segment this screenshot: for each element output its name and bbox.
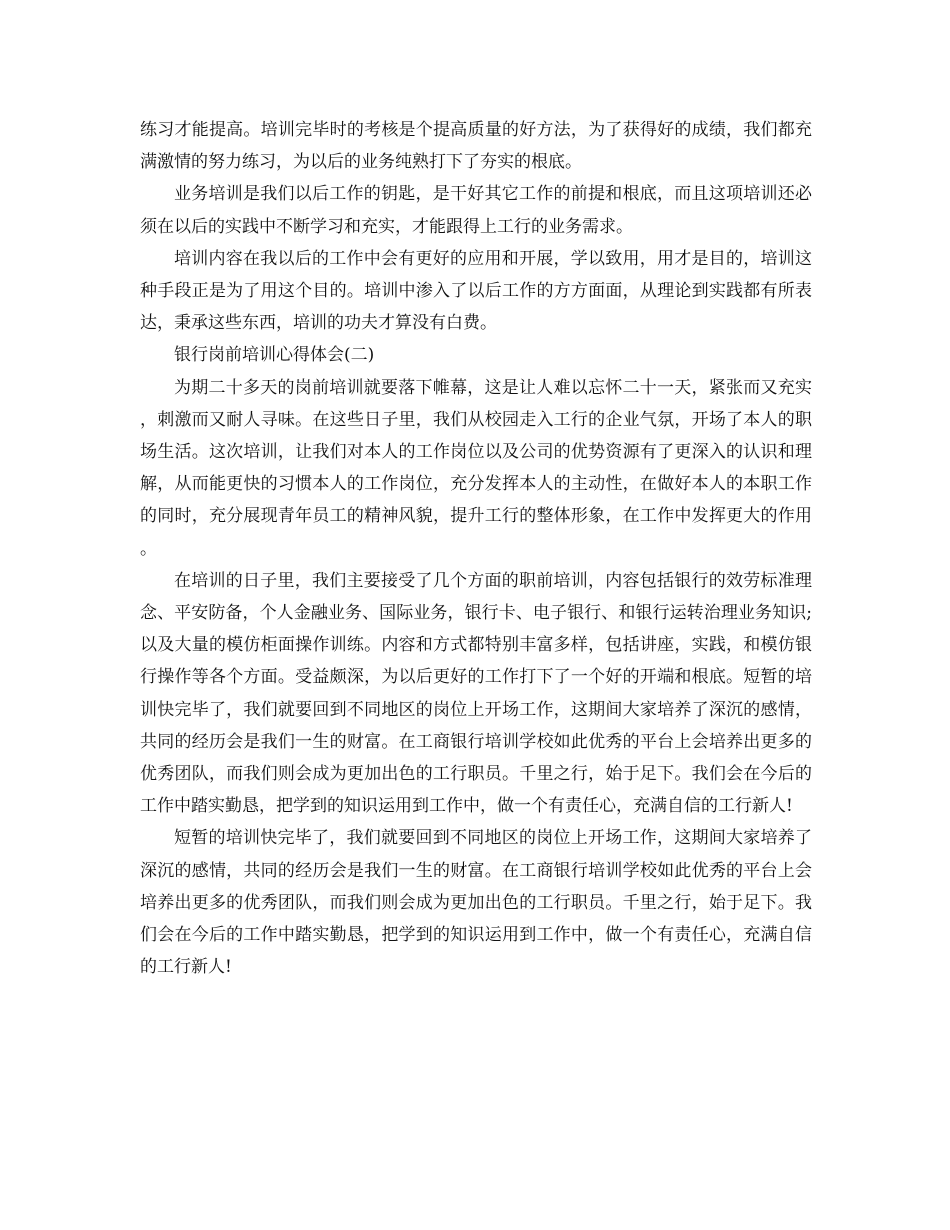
paragraph-pre-job-training: 为期二十多天的岗前培训就要落下帷幕，这是让人难以忘怀二十一天，紧张而又充实，刺激而又耐人寻味。在这些日子里，我们从校园走入工行的企业气氛，开场了本人的职场生活。这次培训，让我们对本人的工作岗位以及公司的优势资源有了更深入的认识和理解，从而能更快的习惯本人的工作岗位，充分发挥本人的主动性，在做好本人的本职工作的同时，充分展现青年员工的精神风貌，提升工行的整体形象，在工作中发挥更大的作用。 [140,377,812,559]
paragraph-continuation: 练习才能提高。培训完毕时的考核是个提高质量的好方法，为了获得好的成绩，我们都充满激情的努力练习，为以后的业务纯熟打下了夯实的根底。 [140,120,812,173]
paragraph-training-content: 培训内容在我以后的工作中会有更好的应用和开展，学以致用，用才是目的，培训这种手段正是为了用这个目的。培训中渗入了以后工作的方方面面，从理论到实践都有所表达，秉承这些东西，培训的功夫才算没有白费。 [140,248,812,334]
paragraph-business-training: 业务培训是我们以后工作的钥匙，是干好其它工作的前提和根底，而且这项培训还必须在以后的实践中不断学习和充实，才能跟得上工行的业务需求。 [140,184,812,237]
document-body [140,114,812,983]
paragraph-closing: 短暂的培训快完毕了，我们就要回到不同地区的岗位上开场工作，这期间大家培养了深沉的感情，共同的经历会是我们一生的财富。在工商银行培训学校如此优秀的平台上会培养出更多的优秀团队，而我们则会成为更加出色的工行职员。千里之行，始于足下。我们会在今后的工作中踏实勤恳，把学到的知识运用到工作中，做一个有责任心，充满自信的工行新人! [140,828,812,978]
paragraph-training-days: 在培训的日子里，我们主要接受了几个方面的职前培训，内容包括银行的效劳标准理念、平安防备，个人金融业务、国际业务，银行卡、电子银行、和银行运转治理业务知识;以及大量的模仿柜面操作训练。内容和方式都特别丰富多样，包括讲座，实践，和模仿银行操作等各个方面。受益颇深，为以后更好的工作打下了一个好的开端和根底。短暂的培训快完毕了，我们就要回到不同地区的岗位上开场工作，这期间大家培养了深沉的感情，共同的经历会是我们一生的财富。在工商银行培训学校如此优秀的平台上会培养出更多的优秀团队，而我们则会成为更加出色的工行职员。千里之行，始于足下。我们会在今后的工作中踏实勤恳，把学到的知识运用到工作中，做一个有责任心，充满自信的工行新人! [140,570,812,817]
section-heading: 银行岗前培训心得体会(二) [174,345,375,366]
